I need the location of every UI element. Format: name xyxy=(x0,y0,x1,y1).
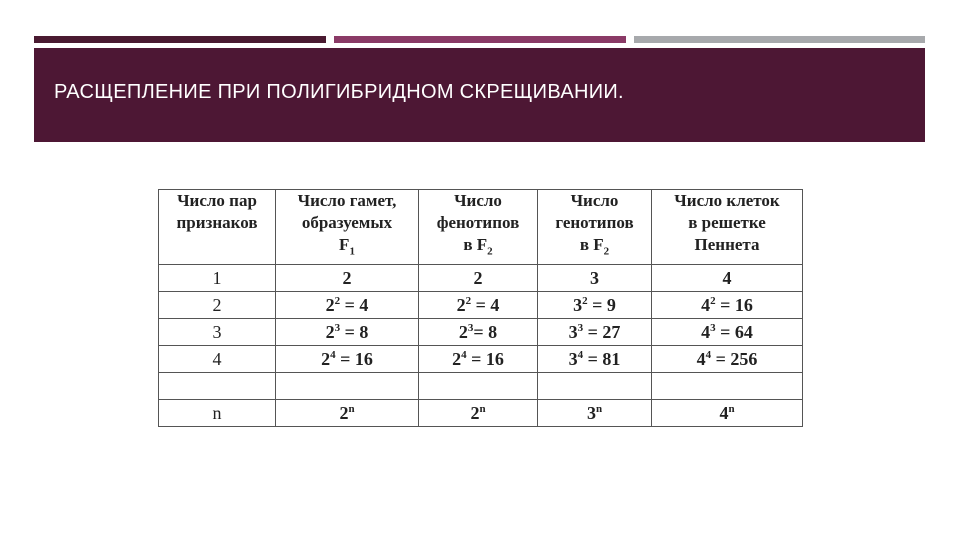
cell-base: 3 xyxy=(212,321,222,342)
cell-exponent: 3 xyxy=(710,321,716,334)
cell-base: 2 xyxy=(470,402,480,423)
cell-base: 2 xyxy=(452,348,462,369)
cell-base: 2 xyxy=(212,294,222,315)
cell-base: 2 xyxy=(321,348,331,369)
table-cell xyxy=(159,346,276,373)
cell-exponent: 4 xyxy=(705,348,712,361)
accent-bar-gray xyxy=(634,36,925,43)
cell-exponent: 2 xyxy=(465,294,472,307)
table-cell xyxy=(159,265,276,292)
table-cell xyxy=(652,265,803,292)
cell-base: n xyxy=(212,402,222,423)
table-cell xyxy=(652,346,803,373)
table-cell xyxy=(652,292,803,319)
cell-result: = 9 xyxy=(587,294,616,315)
cell-base: 2 xyxy=(325,294,335,315)
table-cell xyxy=(276,319,419,346)
cell-exponent: n xyxy=(728,402,735,415)
header-line: в F xyxy=(463,235,488,254)
table-cell xyxy=(276,373,419,400)
title-banner xyxy=(34,48,925,142)
cell-exponent: n xyxy=(479,402,486,415)
cell-base: 2 xyxy=(339,402,349,423)
table-cell xyxy=(652,400,803,427)
cell-result: = 81 xyxy=(583,348,621,369)
header-line: образуемых xyxy=(301,213,393,232)
table-cell xyxy=(538,346,652,373)
cell-result: = 16 xyxy=(466,348,504,369)
table-cell xyxy=(419,265,538,292)
cell-base: 2 xyxy=(473,267,483,288)
accent-bar-mid xyxy=(334,36,626,43)
cell-base: 2 xyxy=(458,321,468,342)
header-line: Число пар xyxy=(177,191,257,210)
cell-exponent: 2 xyxy=(334,294,341,307)
cell-base: 1 xyxy=(212,267,222,288)
table-row xyxy=(159,265,803,292)
table-row xyxy=(159,373,803,400)
cell-base: 3 xyxy=(568,321,578,342)
table-cell xyxy=(419,346,538,373)
slide-title: РАСЩЕПЛЕНИЕ ПРИ ПОЛИГИБРИДНОМ СКРЕЩИВАНИИ. xyxy=(54,81,624,103)
cell-result: = 4 xyxy=(471,294,500,315)
header-cell xyxy=(652,190,803,265)
table-cell xyxy=(159,292,276,319)
cell-result: = 256 xyxy=(711,348,758,369)
header-cell xyxy=(538,190,652,265)
header-line: Пеннета xyxy=(694,235,760,254)
cell-result: = 8 xyxy=(473,321,498,342)
table-cell xyxy=(652,373,803,400)
cell-result: = 64 xyxy=(715,321,753,342)
header-cell xyxy=(159,190,276,265)
header-cell xyxy=(419,190,538,265)
cell-exponent: n xyxy=(595,402,603,415)
cell-base: 2 xyxy=(456,294,466,315)
header-line: Число xyxy=(570,191,619,210)
table-cell xyxy=(159,400,276,427)
table-cell xyxy=(538,319,652,346)
table-cell xyxy=(276,346,419,373)
table-row xyxy=(159,319,803,346)
cell-base: 4 xyxy=(719,402,729,423)
cell-result: = 16 xyxy=(335,348,373,369)
cell-base: 4 xyxy=(212,348,222,369)
header-line: Число xyxy=(454,191,502,210)
table-cell xyxy=(538,265,652,292)
table-cell xyxy=(419,319,538,346)
cell-exponent: 4 xyxy=(330,348,336,361)
cell-base: 3 xyxy=(568,348,578,369)
header-line: Число гамет, xyxy=(297,191,397,210)
cell-base: 2 xyxy=(325,321,335,342)
table-row xyxy=(159,346,803,373)
cell-base: 4 xyxy=(722,267,732,288)
table-cell xyxy=(276,292,419,319)
cell-exponent: n xyxy=(348,402,355,415)
table-cell xyxy=(276,265,419,292)
table-cell xyxy=(419,373,538,400)
header-line: генотипов xyxy=(555,213,634,232)
table-cell xyxy=(538,400,652,427)
cell-base: 2 xyxy=(342,267,352,288)
cell-base: 3 xyxy=(590,267,599,288)
table-cell xyxy=(276,400,419,427)
cell-exponent: 3 xyxy=(334,321,341,334)
header-line: F xyxy=(339,235,350,254)
table-cell xyxy=(419,292,538,319)
cell-result: = 4 xyxy=(340,294,369,315)
cell-exponent: 2 xyxy=(710,294,716,307)
cell-base: 4 xyxy=(701,321,711,342)
cell-base: 3 xyxy=(586,402,596,423)
cell-result: = 8 xyxy=(340,321,369,342)
table-cell xyxy=(159,373,276,400)
table-header-row xyxy=(159,190,803,265)
cell-exponent: 3 xyxy=(577,321,584,334)
header-line: признаков xyxy=(176,213,258,232)
table-cell xyxy=(159,319,276,346)
cell-base: 4 xyxy=(696,348,706,369)
header-line: в F xyxy=(579,235,604,254)
table-row xyxy=(159,292,803,319)
header-line: в решетке xyxy=(688,213,766,232)
segregation-table xyxy=(158,189,803,427)
header-cell xyxy=(276,190,419,265)
cell-exponent: 4 xyxy=(461,348,467,361)
cell-exponent: 2 xyxy=(582,294,588,307)
table-cell xyxy=(538,292,652,319)
cell-result: = 27 xyxy=(583,321,621,342)
header-line: фенотипов xyxy=(436,213,520,232)
cell-exponent: 3 xyxy=(467,321,474,334)
table-cell xyxy=(652,319,803,346)
cell-base: 4 xyxy=(701,294,711,315)
table-row xyxy=(159,400,803,427)
cell-result: = 16 xyxy=(715,294,753,315)
cell-exponent: 4 xyxy=(577,348,584,361)
header-subscript: 2 xyxy=(603,245,610,258)
table-cell xyxy=(538,373,652,400)
cell-base: 3 xyxy=(573,294,583,315)
accent-bar-dark xyxy=(34,36,326,43)
header-subscript: 1 xyxy=(349,245,355,258)
header-subscript: 2 xyxy=(487,245,493,258)
table-cell xyxy=(419,400,538,427)
header-line: Число клеток xyxy=(674,191,780,210)
